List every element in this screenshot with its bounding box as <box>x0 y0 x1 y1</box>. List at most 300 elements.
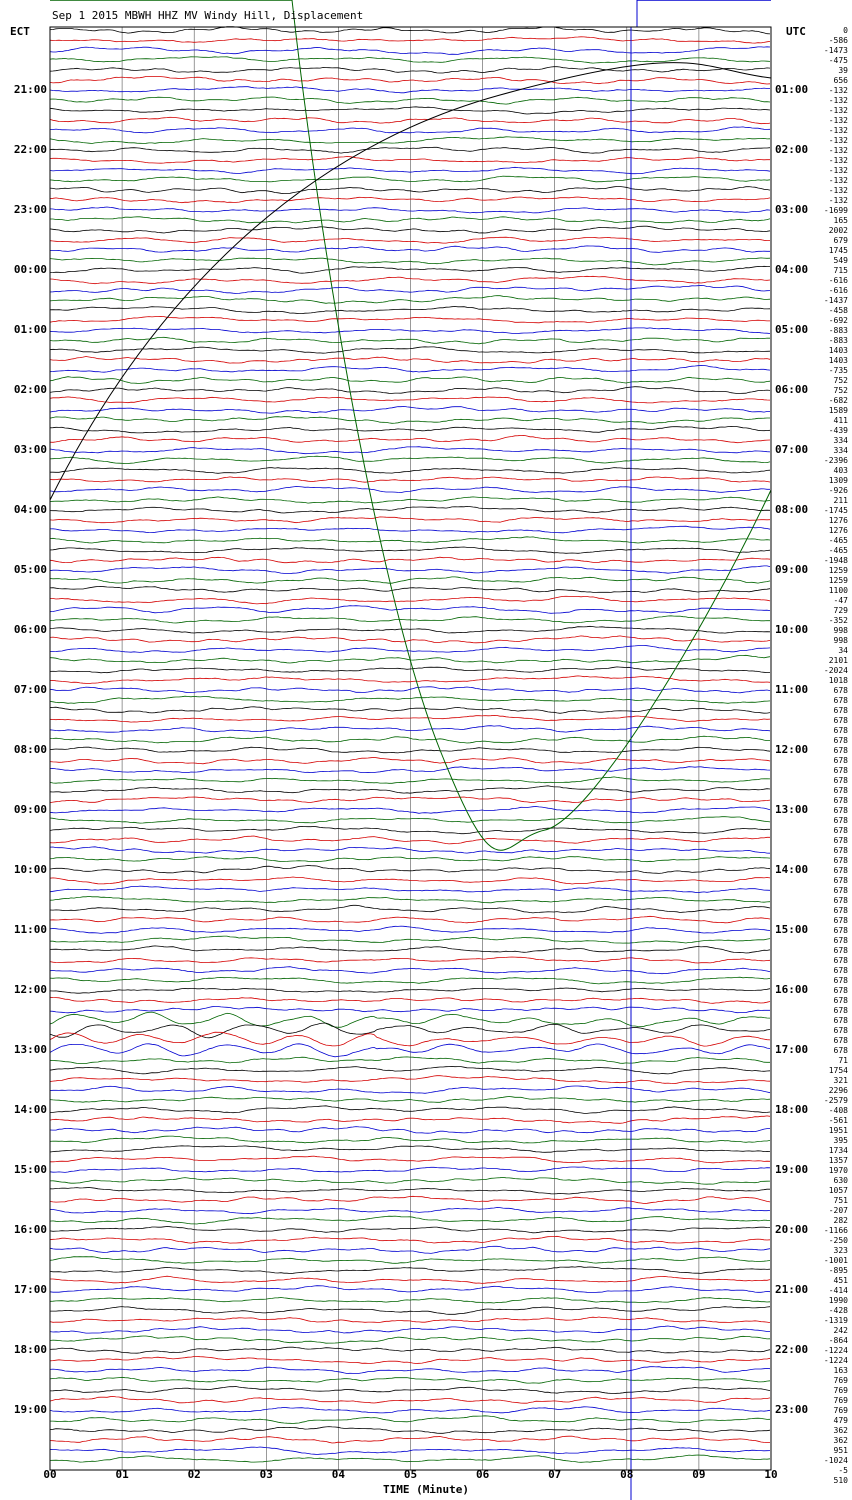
trace-offset-label: 769 <box>833 1386 848 1395</box>
trace-line <box>50 747 770 753</box>
trace-offset-label: -132 <box>828 186 848 195</box>
trace-offset-label: 998 <box>833 626 848 635</box>
trace-offset-label: -132 <box>828 126 848 135</box>
trace-offset-label: -895 <box>828 1266 848 1275</box>
trace-offset-label: 1403 <box>828 346 848 355</box>
trace-line <box>50 1246 770 1253</box>
x-tick-label: 00 <box>43 1468 57 1481</box>
trace-offset-label: 334 <box>833 446 848 455</box>
trace-offset-label: -1699 <box>823 206 848 215</box>
trace-offset-label: -5 <box>838 1466 848 1475</box>
trace-offset-label: 163 <box>833 1366 848 1375</box>
trace-offset-label: 678 <box>833 906 848 915</box>
right-hour-label: 19:00 <box>775 1163 809 1176</box>
left-hour-label: 00:00 <box>13 263 47 276</box>
trace-offset-label: 951 <box>833 1446 848 1455</box>
trace-offset-label: 2296 <box>828 1086 848 1095</box>
trace-offset-label: -1319 <box>823 1316 848 1325</box>
trace-line <box>50 645 770 652</box>
trace-offset-label: 678 <box>833 926 848 935</box>
trace-line <box>50 1067 770 1074</box>
trace-offset-label: 751 <box>833 1196 848 1205</box>
trace-line <box>50 817 770 823</box>
left-hour-label: 18:00 <box>13 1343 47 1356</box>
left-hour-label: 06:00 <box>13 623 47 636</box>
right-hour-label: 14:00 <box>775 863 809 876</box>
trace-offset-label: -352 <box>828 616 848 625</box>
trace-offset-label: 678 <box>833 856 848 865</box>
trace-line <box>50 47 770 55</box>
trace-offset-label: -864 <box>828 1336 848 1345</box>
trace-line <box>50 726 770 733</box>
right-hour-label: 09:00 <box>775 563 809 576</box>
trace-offset-label: -132 <box>828 106 848 115</box>
right-hour-label: 18:00 <box>775 1103 809 1116</box>
trace-offset-label: 1057 <box>828 1186 848 1195</box>
trace-line <box>50 1387 770 1394</box>
trace-line <box>50 1436 770 1443</box>
trace-line <box>50 1012 770 1027</box>
trace-line <box>50 926 770 933</box>
trace-line <box>50 1267 770 1274</box>
trace-offset-label: 715 <box>833 266 848 275</box>
trace-offset-label: 395 <box>833 1136 848 1145</box>
trace-line <box>50 87 770 93</box>
trace-line <box>50 487 770 493</box>
trace-offset-label: 678 <box>833 716 848 725</box>
trace-line <box>50 566 770 574</box>
trace-line <box>50 417 770 424</box>
trace-offset-label: 2002 <box>828 226 848 235</box>
trace-line <box>50 1227 770 1233</box>
trace-offset-label: 678 <box>833 896 848 905</box>
right-hour-label: 13:00 <box>775 803 809 816</box>
trace-line <box>50 447 770 454</box>
trace-line <box>50 1076 770 1084</box>
trace-line <box>50 207 770 213</box>
trace-offset-label: 1259 <box>828 566 848 575</box>
trace-line <box>50 477 770 482</box>
trace-offset-label: -439 <box>828 426 848 435</box>
trace-line <box>50 957 770 963</box>
trace-offset-label: 998 <box>833 636 848 645</box>
trace-line <box>50 1336 770 1343</box>
trace-offset-label: 678 <box>833 1036 848 1045</box>
trace-line <box>50 905 770 913</box>
right-hour-label: 01:00 <box>775 83 809 96</box>
trace-line <box>50 157 770 164</box>
right-hour-label: 17:00 <box>775 1043 809 1056</box>
trace-line <box>50 426 770 433</box>
right-hour-label: 03:00 <box>775 203 809 216</box>
trace-offset-label: -586 <box>828 36 848 45</box>
trace-offset-label: 362 <box>833 1426 848 1435</box>
trace-line <box>50 797 770 803</box>
x-tick-label: 04 <box>331 1468 346 1481</box>
trace-line <box>50 97 770 104</box>
left-hour-label: 14:00 <box>13 1103 47 1116</box>
trace-line <box>50 636 770 643</box>
trace-offset-label: -682 <box>828 396 848 405</box>
trace-line <box>50 866 770 874</box>
trace-line <box>50 286 770 294</box>
trace-line <box>50 1416 770 1424</box>
trace-line <box>50 936 770 943</box>
trace-offset-label: -465 <box>828 546 848 555</box>
trace-line <box>50 1116 770 1123</box>
trace-line <box>50 757 770 763</box>
trace-line <box>50 347 770 353</box>
trace-group <box>50 27 770 1463</box>
trace-offset-label: -132 <box>828 176 848 185</box>
trace-offset-label: 678 <box>833 996 848 1005</box>
trace-offset-label: -132 <box>828 96 848 105</box>
left-hour-label: 15:00 <box>13 1163 47 1176</box>
trace-offset-label: 678 <box>833 1016 848 1025</box>
trace-line <box>50 387 770 394</box>
trace-offset-label: 769 <box>833 1406 848 1415</box>
right-hour-label: 23:00 <box>775 1403 809 1416</box>
trace-line <box>50 67 770 73</box>
trace-offset-label: 1403 <box>828 356 848 365</box>
left-hour-label: 09:00 <box>13 803 47 816</box>
trace-offset-label: 1734 <box>828 1146 848 1155</box>
trace-line <box>50 1307 770 1315</box>
trace-offset-label: 1970 <box>828 1166 848 1175</box>
trace-line <box>50 37 770 43</box>
trace-line <box>50 1097 770 1103</box>
trace-offset-label: -132 <box>828 196 848 205</box>
trace-offset-label: 39 <box>838 66 848 75</box>
trace-offset-label: -2579 <box>823 1096 848 1105</box>
trace-offset-label: 678 <box>833 866 848 875</box>
left-hour-labels <box>14 83 47 1416</box>
right-hour-labels <box>775 83 808 1416</box>
trace-offset-label: 769 <box>833 1376 848 1385</box>
right-timezone-label: UTC <box>786 25 806 38</box>
trace-offset-label: 282 <box>833 1216 848 1225</box>
right-hour-label: 05:00 <box>775 323 809 336</box>
trace-line <box>50 886 770 893</box>
trace-line <box>50 1455 770 1462</box>
trace-line <box>50 468 770 474</box>
trace-line <box>50 1106 770 1114</box>
trace-offset-label: 752 <box>833 386 848 395</box>
trace-offset-label: 678 <box>833 846 848 855</box>
trace-offset-label: 678 <box>833 876 848 885</box>
left-hour-label: 05:00 <box>13 563 47 576</box>
trace-line <box>50 137 770 144</box>
trace-line <box>50 537 770 543</box>
trace-offset-label: 678 <box>833 836 848 845</box>
trace-line <box>50 397 770 403</box>
trace-offset-label: 656 <box>833 76 848 85</box>
trace-offset-label: 549 <box>833 256 848 265</box>
trace-line <box>50 547 770 553</box>
trace-line <box>50 687 770 693</box>
trace-line <box>50 1032 770 1046</box>
trace-line <box>50 786 770 793</box>
right-hour-label: 08:00 <box>775 503 809 516</box>
trace-line <box>50 767 770 773</box>
trace-offset-label: 679 <box>833 236 848 245</box>
left-hour-label: 01:00 <box>13 323 47 336</box>
trace-offset-label: -458 <box>828 306 848 315</box>
trace-offset-label: -475 <box>828 56 848 65</box>
left-hour-label: 23:00 <box>13 203 47 216</box>
trace-offset-label: 678 <box>833 946 848 955</box>
trace-line <box>50 1136 770 1143</box>
trace-line <box>50 826 770 833</box>
trace-line <box>50 1447 770 1455</box>
trace-offset-label: 1990 <box>828 1296 848 1305</box>
x-tick-label: 02 <box>187 1468 201 1481</box>
right-hour-label: 04:00 <box>775 263 809 276</box>
trace-offset-label: 678 <box>833 706 848 715</box>
trace-line <box>50 988 770 993</box>
trace-offset-label: -414 <box>828 1286 848 1295</box>
trace-offset-label: -1166 <box>823 1226 848 1235</box>
trace-offset-label: -132 <box>828 156 848 165</box>
left-hour-label: 02:00 <box>13 383 47 396</box>
trace-offset-label: 729 <box>833 606 848 615</box>
trace-line <box>50 406 770 413</box>
trace-offset-label: -1745 <box>823 506 848 515</box>
trace-offset-label: -1948 <box>823 556 848 565</box>
trace-offset-label: 34 <box>838 646 848 655</box>
trace-offset-label: -465 <box>828 536 848 545</box>
trace-line <box>50 967 770 974</box>
trace-line <box>50 266 770 273</box>
trace-offset-label: 165 <box>833 216 848 225</box>
trace-line <box>50 1367 770 1374</box>
trace-line <box>50 616 770 623</box>
trace-line <box>50 1167 770 1172</box>
left-hour-label: 04:00 <box>13 503 47 516</box>
trace-offset-label: -616 <box>828 276 848 285</box>
trace-line <box>50 316 770 322</box>
trace-offset-label: 678 <box>833 696 848 705</box>
trace-line <box>50 977 770 984</box>
trace-line <box>50 1156 770 1163</box>
trace-line <box>50 307 770 314</box>
trace-offset-label: -132 <box>828 146 848 155</box>
trace-line <box>50 1396 770 1403</box>
trace-line <box>50 176 770 182</box>
trace-offset-label: 2101 <box>828 656 848 665</box>
trace-offset-label: 678 <box>833 766 848 775</box>
trace-offset-label: -250 <box>828 1236 848 1245</box>
trace-offset-label: -883 <box>828 336 848 345</box>
left-hour-label: 13:00 <box>13 1043 47 1056</box>
left-timezone-label: ECT <box>10 25 30 38</box>
trace-line <box>50 1007 770 1013</box>
trace-offset-label: 334 <box>833 436 848 445</box>
trace-line <box>50 1127 770 1134</box>
right-hour-label: 07:00 <box>775 443 809 456</box>
trace-offset-label: 678 <box>833 976 848 985</box>
trace-line <box>50 586 770 592</box>
x-axis-label: TIME (Minute) <box>382 1483 470 1496</box>
trace-offset-label: -616 <box>828 286 848 295</box>
trace-line <box>50 676 770 684</box>
trace-line <box>50 1188 770 1195</box>
trace-offset-label: 323 <box>833 1246 848 1255</box>
trace-line <box>50 877 770 884</box>
x-tick-label: 08 <box>620 1468 634 1481</box>
trace-offset-label: 1589 <box>828 406 848 415</box>
trace-line <box>50 577 770 583</box>
trace-line <box>50 896 770 902</box>
trace-line <box>50 77 770 85</box>
trace-line <box>50 1357 770 1364</box>
trace-offset-label: 1745 <box>828 246 848 255</box>
right-hour-label: 06:00 <box>775 383 809 396</box>
trace-offset-label: -207 <box>828 1206 848 1215</box>
trace-offset-label: 510 <box>833 1476 848 1485</box>
trace-offset-label: 678 <box>833 966 848 975</box>
right-hour-label: 22:00 <box>775 1343 809 1356</box>
left-hour-label: 08:00 <box>13 743 47 756</box>
trace-line <box>50 1326 770 1333</box>
trace-offset-label: -1224 <box>823 1346 848 1355</box>
trace-offset-label: -1024 <box>823 1456 848 1465</box>
trace-line <box>50 296 770 304</box>
trace-offset-label: 1259 <box>828 576 848 585</box>
trace-line <box>50 27 770 34</box>
trace-offset-label: 1357 <box>828 1156 848 1165</box>
trace-offset-label: 678 <box>833 1026 848 1035</box>
trace-offset-label: 678 <box>833 786 848 795</box>
left-hour-label: 17:00 <box>13 1283 47 1296</box>
trace-offset-label: 0 <box>843 26 848 35</box>
trace-offset-label: -883 <box>828 326 848 335</box>
x-tick-label: 07 <box>548 1468 562 1481</box>
right-hour-label: 11:00 <box>775 683 809 696</box>
trace-line <box>50 1286 770 1293</box>
trace-line <box>50 1317 770 1323</box>
trace-line <box>50 557 770 563</box>
trace-offset-label: 678 <box>833 726 848 735</box>
trace-offset-label: 403 <box>833 466 848 475</box>
trace-line <box>50 276 770 283</box>
trace-line <box>50 167 770 173</box>
left-hour-label: 10:00 <box>13 863 47 876</box>
trace-offset-label: 451 <box>833 1276 848 1285</box>
trace-line <box>50 1236 770 1243</box>
trace-line <box>50 1257 770 1264</box>
left-hour-label: 11:00 <box>13 923 47 936</box>
trace-line <box>50 497 770 503</box>
left-hour-label: 07:00 <box>13 683 47 696</box>
trace-offset-label: 678 <box>833 1046 848 1055</box>
trace-line <box>50 1086 770 1093</box>
trace-offset-label: 678 <box>833 826 848 835</box>
trace-offset-label: -692 <box>828 316 848 325</box>
trace-offset-label: 71 <box>838 1056 848 1065</box>
trace-offset-label: 1951 <box>828 1126 848 1135</box>
trace-line <box>50 197 770 203</box>
right-hour-label: 16:00 <box>775 983 809 996</box>
trace-offset-label: 678 <box>833 886 848 895</box>
trace-line <box>50 147 770 153</box>
trace-line <box>50 517 770 523</box>
trace-offset-label: 211 <box>833 496 848 505</box>
right-hour-label: 12:00 <box>775 743 809 756</box>
trace-line <box>50 337 770 344</box>
trace-line <box>50 258 770 265</box>
trace-offset-label: -1437 <box>823 296 848 305</box>
trace-offset-label: 678 <box>833 736 848 745</box>
trace-line <box>50 117 770 123</box>
trace-offset-label: 752 <box>833 376 848 385</box>
trace-line <box>50 596 770 604</box>
trace-offset-label: 479 <box>833 1416 848 1425</box>
trace-line <box>50 1377 770 1383</box>
left-hour-label: 21:00 <box>13 83 47 96</box>
trace-line <box>50 847 770 853</box>
trace-offset-label: 678 <box>833 916 848 925</box>
trace-offset-label: 411 <box>833 416 848 425</box>
trace-line <box>50 456 770 463</box>
trace-offset-labels <box>824 26 848 1485</box>
trace-offset-label: -428 <box>828 1306 848 1315</box>
trace-offset-label: 678 <box>833 686 848 695</box>
trace-offset-label: 769 <box>833 1396 848 1405</box>
trace-line <box>50 1347 770 1353</box>
trace-line <box>50 667 770 673</box>
trace-offset-label: 678 <box>833 936 848 945</box>
trace-offset-label: 678 <box>833 816 848 825</box>
trace-line <box>50 916 770 923</box>
trace-offset-label: 242 <box>833 1326 848 1335</box>
trace-offset-label: 1276 <box>828 516 848 525</box>
trace-line <box>50 526 770 533</box>
trace-offset-label: 678 <box>833 796 848 805</box>
trace-line <box>50 1177 770 1184</box>
trace-line <box>50 1196 770 1203</box>
trace-line <box>50 696 770 703</box>
trace-offset-label: 1100 <box>828 586 848 595</box>
trace-offset-label: -1001 <box>823 1256 848 1265</box>
trace-line <box>50 1276 770 1283</box>
left-hour-label: 22:00 <box>13 143 47 156</box>
trace-offset-label: -926 <box>828 486 848 495</box>
trace-line <box>50 1208 770 1214</box>
trace-offset-label: 678 <box>833 986 848 995</box>
trace-line <box>50 707 770 714</box>
x-tick-label: 10 <box>764 1468 778 1481</box>
trace-line <box>50 187 770 194</box>
trace-offset-label: 1018 <box>828 676 848 685</box>
trace-line <box>50 997 770 1003</box>
trace-offset-label: 321 <box>833 1076 848 1085</box>
trace-offset-label: 678 <box>833 1006 848 1015</box>
trace-line <box>50 435 770 442</box>
trace-offset-label: -132 <box>828 136 848 145</box>
vertical-gridlines <box>122 27 699 1470</box>
trace-offset-label: 1276 <box>828 526 848 535</box>
trace-line <box>50 506 770 513</box>
trace-line <box>50 606 770 614</box>
trace-line <box>50 836 770 844</box>
trace-line <box>50 1057 770 1064</box>
trace-line <box>50 1146 770 1153</box>
trace-line <box>50 626 770 633</box>
right-hour-label: 20:00 <box>775 1223 809 1236</box>
trace-offset-label: -735 <box>828 366 848 375</box>
trace-offset-label: -132 <box>828 166 848 175</box>
